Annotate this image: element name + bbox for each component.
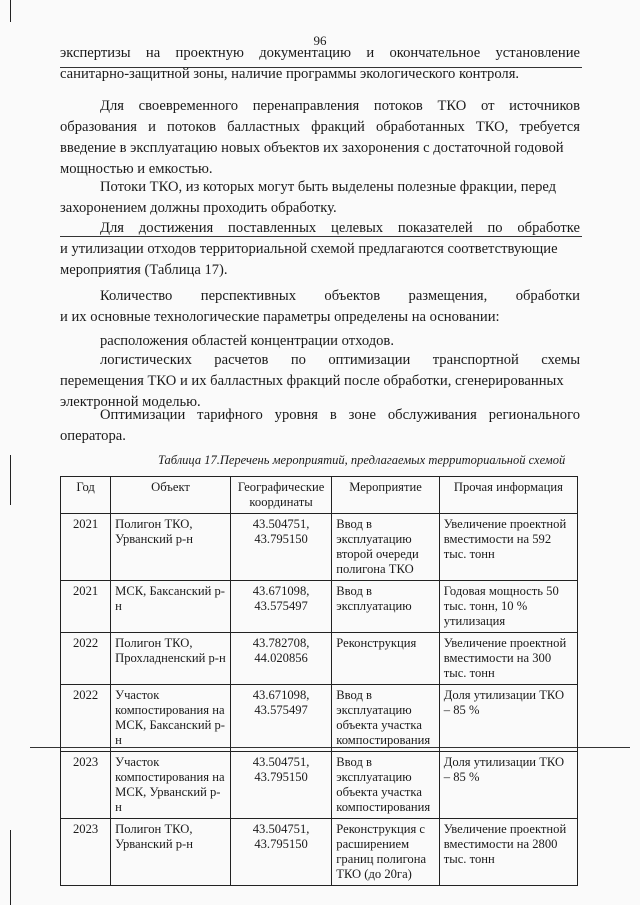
text-line: захоронением должны проходить обработку. — [60, 200, 337, 216]
text-line: электронной моделью. — [60, 394, 201, 410]
cell-action: Ввод в эксплуатацию объекта участка компостирования — [332, 685, 439, 752]
text-line: и утилизации отходов территориальной схемой предлагаются соответствующие — [60, 241, 558, 257]
cell-year: 2021 — [61, 581, 111, 633]
cell-object: Полигон ТКО, Урванский р-н — [111, 514, 231, 581]
cell-info: Увеличение проектной вместимости на 2800 тыс. тонн — [439, 819, 577, 886]
cell-year: 2023 — [61, 819, 111, 886]
text-line: Количество перспективных объектов размещения, обработки — [100, 288, 580, 304]
table-header-row — [61, 477, 578, 514]
table-row — [61, 819, 578, 886]
cell-coordinates: 43.504751, 43.795150 — [230, 752, 331, 819]
table-row — [61, 685, 578, 752]
cell-info: Увеличение проектной вместимости на 300 тыс. тонн — [439, 633, 577, 685]
cell-year: 2022 — [61, 685, 111, 752]
cell-year: 2021 — [61, 514, 111, 581]
header-info: Прочая информация — [439, 477, 577, 514]
text-line: введение в эксплуатацию новых объектов их захоронения с достаточной годовой — [60, 140, 564, 156]
paragraph-2 — [60, 96, 580, 180]
text-line: Потоки ТКО, из которых могут быть выделены полезные фракции, перед — [100, 179, 557, 195]
measures-table — [60, 476, 578, 886]
table-row — [61, 752, 578, 819]
table-row — [61, 514, 578, 581]
cell-object: Полигон ТКО, Прохладненский р-н — [111, 633, 231, 685]
cell-coordinates: 43.671098, 43.575497 — [230, 685, 331, 752]
cell-info: Доля утилизации ТКО – 85 % — [439, 752, 577, 819]
text-line: экспертизы на проектную документацию и окончательное установление — [60, 45, 580, 61]
text-line: мероприятия (Таблица 17). — [60, 262, 228, 278]
header-object: Объект — [111, 477, 231, 514]
paragraph-1 — [60, 43, 580, 85]
cell-object: Участок компостирования на МСК, Баксанский р-н — [111, 685, 231, 752]
cell-object: Участок компостирования на МСК, Урванский р-н — [111, 752, 231, 819]
text-line: Для достижения поставленных целевых показателей по обработке — [100, 220, 580, 236]
cell-object: МСК, Баксанский р-н — [111, 581, 231, 633]
cell-year: 2023 — [61, 752, 111, 819]
text-line: Оптимизации тарифного уровня в зоне обслуживания регионального — [100, 407, 580, 423]
table-row — [61, 633, 578, 685]
cell-info: Доля утилизации ТКО – 85 % — [439, 685, 577, 752]
table-caption: Таблица 17.Перечень мероприятий, предлагаемых территориальной схемой — [158, 453, 566, 467]
cell-info: Годовая мощность 50 тыс. тонн, 10 % утилизация — [439, 581, 577, 633]
text-line: логистических расчетов по оптимизации транспортной схемы — [100, 352, 580, 368]
table-row — [61, 581, 578, 633]
cell-action: Ввод в эксплуатацию второй очереди полигона ТКО — [332, 514, 439, 581]
cell-action: Реконструкция с расширением границ полигона ТКО (до 20га) — [332, 819, 439, 886]
text-line: расположения областей концентрации отходов. — [100, 333, 394, 349]
text-line: оператора. — [60, 428, 126, 444]
header-coordinates: Географические координаты — [230, 477, 331, 514]
text-line: и их основные технологические параметры определены на основании: — [60, 309, 500, 325]
page-number: 96 — [313, 33, 327, 48]
header-year: Год — [61, 477, 111, 514]
paragraph-6 — [60, 331, 580, 352]
scan-edge-mark — [10, 455, 11, 505]
header-action: Мероприятие — [332, 477, 439, 514]
text-line: перемещения ТКО и их балластных фракций после обработки, сгенерированных — [60, 373, 564, 389]
cell-year: 2022 — [61, 633, 111, 685]
text-line: образования и потоков балластных фракций обработанных ТКО, требуется — [60, 119, 580, 135]
cell-object: Полигон ТКО, Урванский р-н — [111, 819, 231, 886]
text-line: мощностью и емкостью. — [60, 161, 213, 177]
paragraph-3 — [60, 177, 580, 219]
scan-edge-mark — [10, 0, 11, 22]
cell-coordinates: 43.782708, 44.020856 — [230, 633, 331, 685]
paragraph-5 — [60, 286, 580, 328]
text-line: Для своевременного перенаправления потоков ТКО от источников — [100, 98, 580, 114]
text-line: санитарно-защитной зоны, наличие программы экологического контроля. — [60, 66, 520, 82]
cell-coordinates: 43.671098, 43.575497 — [230, 581, 331, 633]
paragraph-7 — [60, 350, 580, 413]
cell-action: Ввод в эксплуатацию объекта участка компостирования — [332, 752, 439, 819]
paragraph-4 — [60, 218, 580, 281]
paragraph-8 — [60, 405, 580, 447]
cell-coordinates: 43.504751, 43.795150 — [230, 819, 331, 886]
cell-action: Реконструкция — [332, 633, 439, 685]
cell-coordinates: 43.504751, 43.795150 — [230, 514, 331, 581]
cell-action: Ввод в эксплуатацию — [332, 581, 439, 633]
scan-edge-mark — [10, 830, 11, 905]
cell-info: Увеличение проектной вместимости на 592 тыс. тонн — [439, 514, 577, 581]
